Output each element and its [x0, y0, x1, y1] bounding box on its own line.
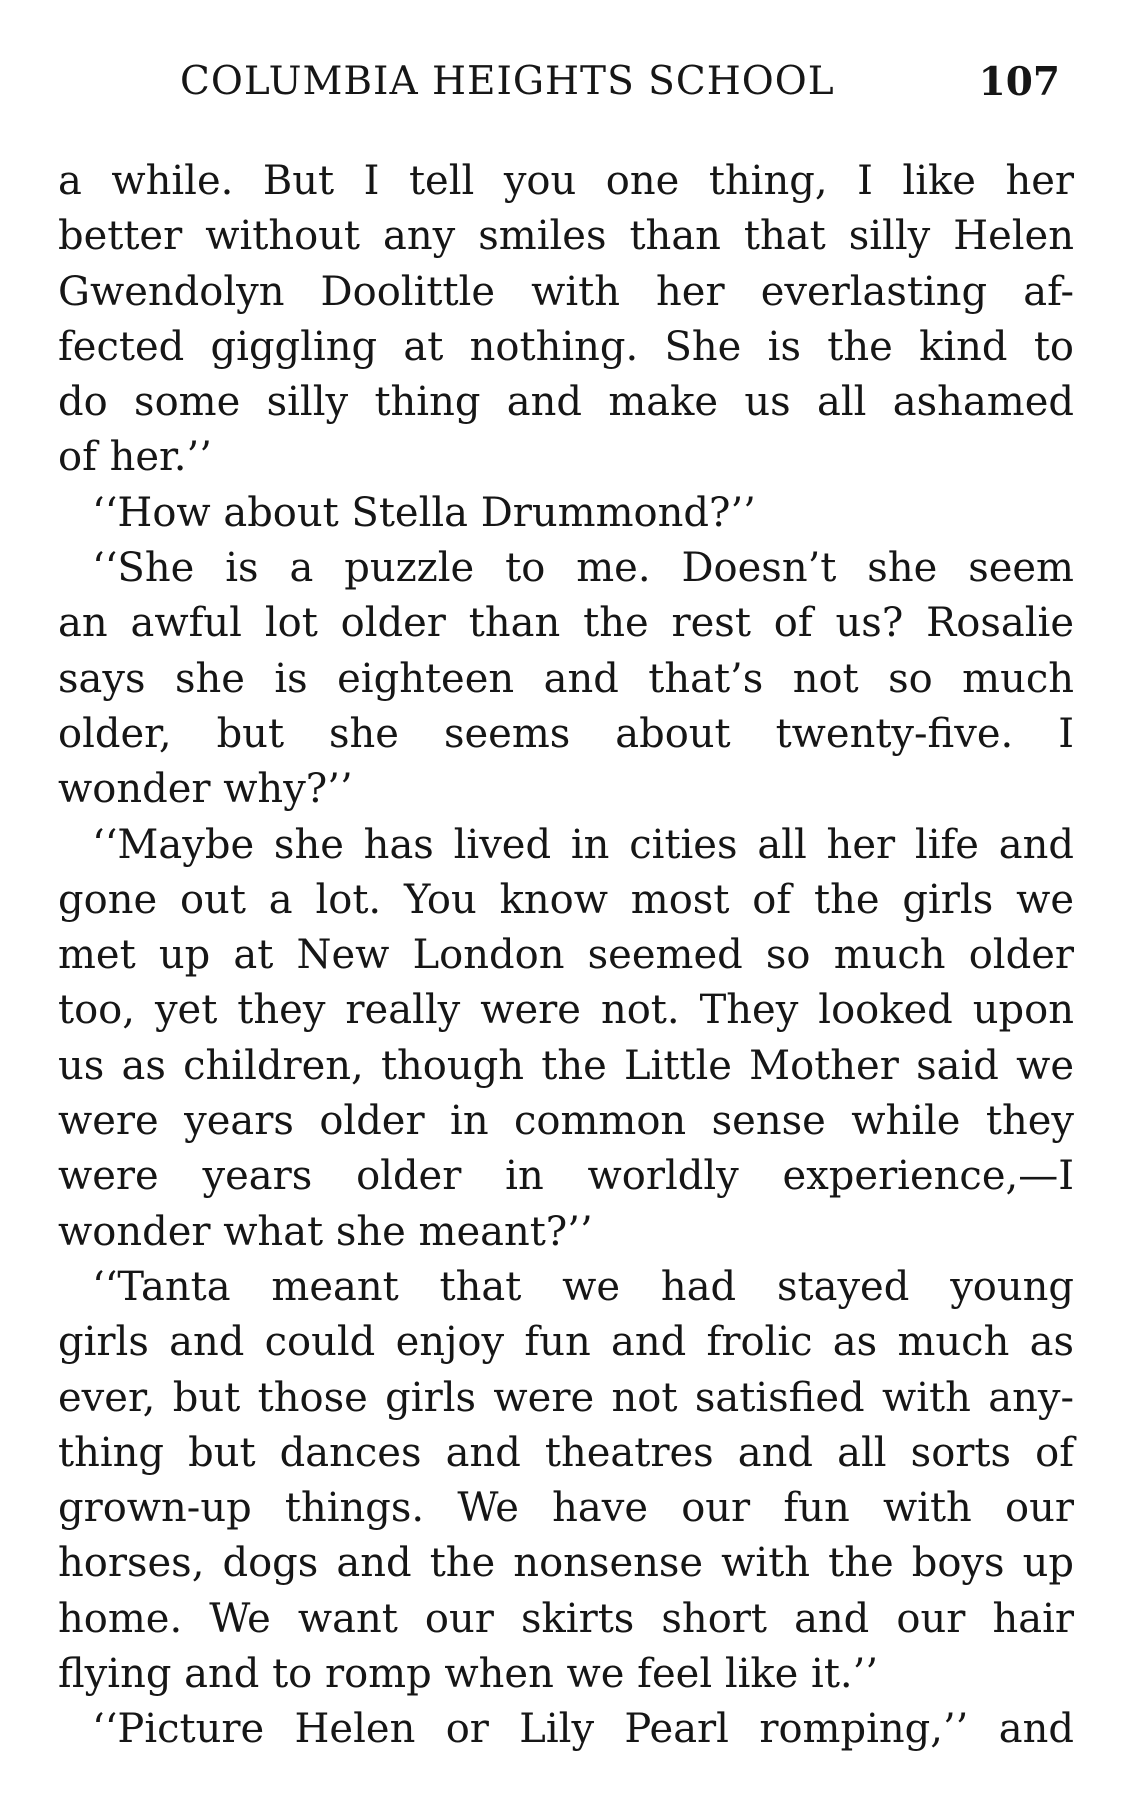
- text-line: ever, but those girls were not satisfied with any-: [58, 1374, 1074, 1421]
- text-line: were years older in worldly experience,—I: [58, 1153, 1074, 1200]
- text-line: were years older in common sense while they: [58, 1098, 1074, 1145]
- text-line: ‘‘Picture Helen or Lily Pearl romping,’’ and: [92, 1706, 1074, 1753]
- text-line: of her.’’: [58, 434, 212, 481]
- body-text: [58, 154, 1074, 1758]
- running-head: [180, 52, 1060, 112]
- text-line: older, but she seems about twenty-five. I: [58, 710, 1074, 757]
- text-line: wonder why?’’: [58, 766, 353, 813]
- text-line: grown-up things. We have our fun with our: [58, 1485, 1074, 1532]
- text-line: ‘‘Maybe she has lived in cities all her life and: [92, 821, 1074, 868]
- text-line: too, yet they really were not. They looked upon: [58, 987, 1074, 1034]
- text-line: ‘‘She is a puzzle to me. Doesn’t she seem: [92, 545, 1074, 592]
- text-line: thing but dances and theatres and all sorts of: [58, 1429, 1074, 1476]
- text-line: girls and could enjoy fun and frolic as much as: [58, 1319, 1074, 1366]
- text-line: do some silly thing and make us all ashamed: [58, 379, 1074, 426]
- text-line: says she is eighteen and that’s not so much: [58, 655, 1074, 702]
- running-head-title: COLUMBIA HEIGHTS SCHOOL: [180, 59, 835, 104]
- text-line: ‘‘How about Stella Drummond?’’: [92, 489, 756, 536]
- text-line: horses, dogs and the nonsense with the boys up: [58, 1540, 1074, 1587]
- text-line: flying and to romp when we feel like it.’’: [58, 1651, 879, 1698]
- text-line: an awful lot older than the rest of us? Rosalie: [58, 600, 1074, 647]
- text-line: a while. But I tell you one thing, I like her: [58, 158, 1074, 204]
- text-line: wonder what she meant?’’: [58, 1208, 593, 1255]
- text-line: us as children, though the Little Mother said we: [58, 1042, 1074, 1089]
- text-line: Gwendolyn Doolittle with her everlasting af-: [58, 268, 1074, 315]
- text-line: gone out a lot. You know most of the girls we: [58, 876, 1074, 923]
- text-line: better without any smiles than that silly Helen: [58, 213, 1074, 260]
- text-line: ‘‘Tanta meant that we had stayed young: [92, 1263, 1074, 1310]
- text-line: fected giggling at nothing. She is the kind to: [58, 323, 1074, 370]
- text-line: home. We want our skirts short and our hair: [58, 1595, 1074, 1642]
- text-line: met up at New London seemed so much older: [58, 932, 1074, 979]
- page-number: 107: [978, 59, 1060, 105]
